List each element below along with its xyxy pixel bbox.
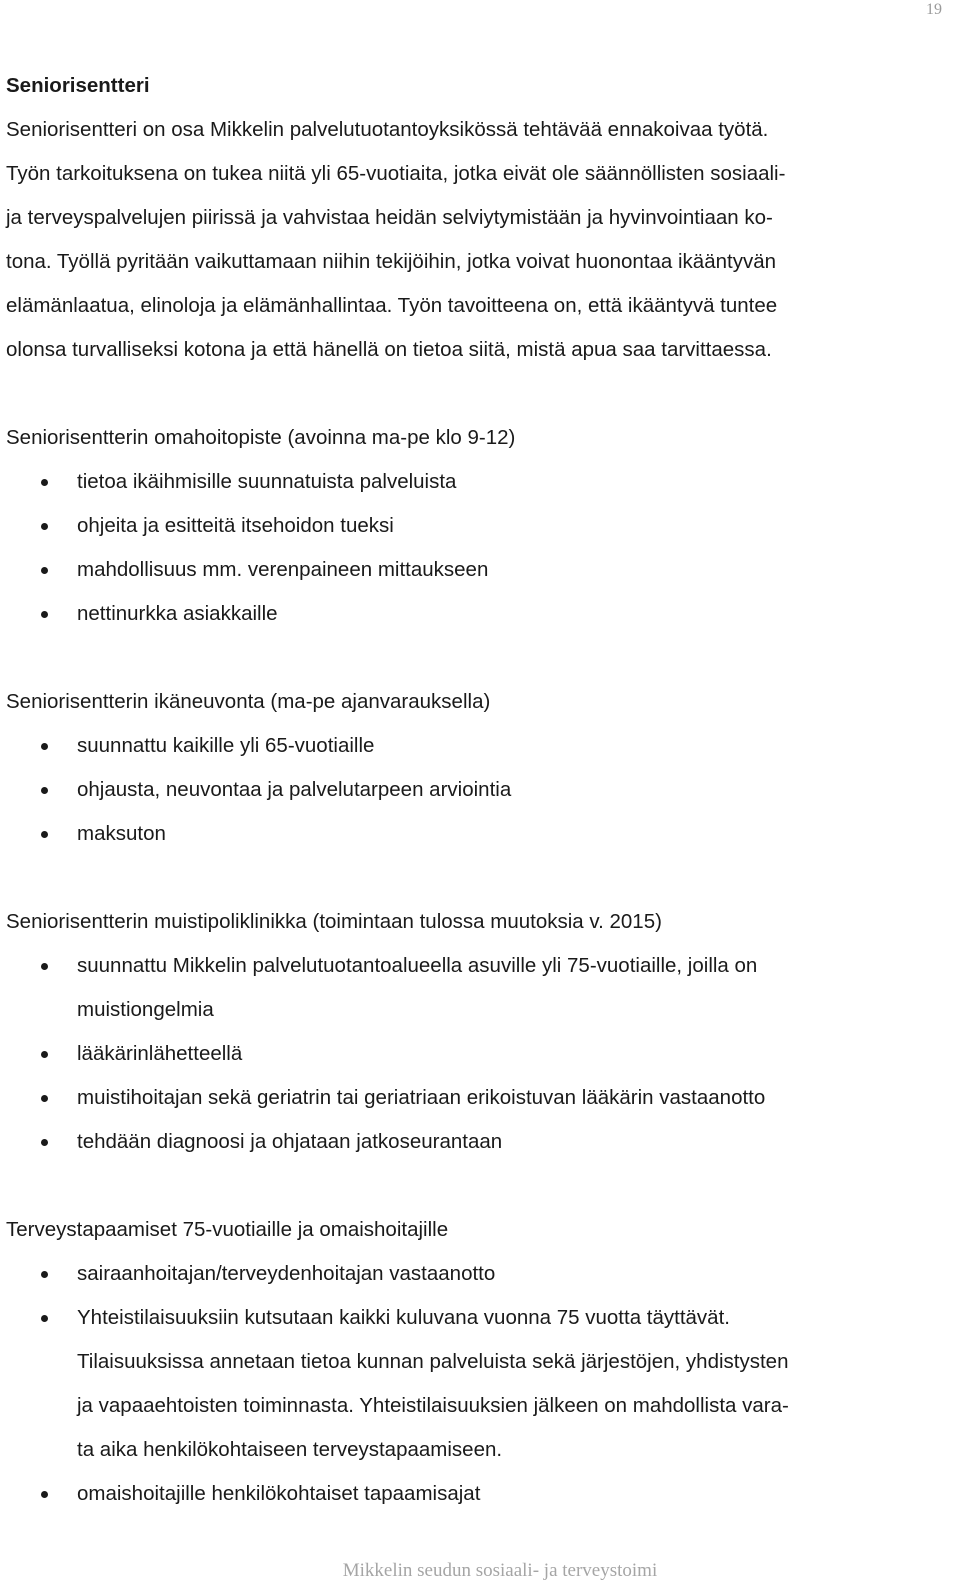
list-item-text: muistihoitajan sekä geriatrin tai geriatriaan erikoistuvan lääkärin vastaanotto [77,1086,766,1109]
list-item [6,944,946,1032]
bullet-icon [41,1271,48,1278]
bullet-icon [41,1139,48,1146]
bullet-icon [41,743,48,750]
section-title: Seniorisentterin ikäneuvonta (ma-pe ajanvarauksella) [6,690,491,713]
list-item [6,1120,946,1164]
list-item-text: suunnattu kaikille yli 65-vuotiaille [77,734,375,757]
list-item [6,504,946,548]
list-item [6,460,946,504]
spacer [6,1164,946,1208]
list-item-text: ohjeita ja esitteitä itsehoidon tueksi [77,514,394,537]
bullet-icon [41,479,48,486]
section [6,680,946,856]
bullet-icon [41,1491,48,1498]
list-item [6,1472,946,1516]
intro-line: Seniorisentteri on osa Mikkelin palvelutuotantoyksikössä tehtävää ennakoivaa työtä. [6,118,769,141]
list-item-text: tietoa ikäihmisille suunnatuista palveluista [77,470,457,493]
list-item-text: omaishoitajille henkilökohtaiset tapaamisajat [77,1482,481,1505]
list-item [6,1032,946,1076]
bullet-list [6,460,946,636]
section-title: Seniorisentterin muistipoliklinikka (toimintaan tulossa muutoksia v. 2015) [6,910,662,933]
list-item [6,548,946,592]
intro-line: ja terveyspalvelujen piirissä ja vahvistaa heidän selviytymistään ja hyvinvointiaan ko- [6,206,773,229]
bullet-icon [41,1315,48,1322]
list-item-text-line: ja vapaaehtoisten toiminnasta. Yhteistilaisuuksien jälkeen on mahdollista vara- [77,1394,789,1417]
bullet-icon [41,567,48,574]
list-item-text: tehdään diagnoosi ja ohjataan jatkoseurantaan [77,1130,503,1153]
list-item-text: lääkärinlähetteellä [77,1042,243,1065]
intro-line: olonsa turvalliseksi kotona ja että hänellä on tietoa siitä, mistä apua saa tarvittaessa. [6,338,772,361]
list-item-text-line: suunnattu Mikkelin palvelutuotantoalueella asuville yli 75-vuotiaille, joilla on [77,954,758,977]
list-item [6,724,946,768]
page-heading: Seniorisentteri [6,74,150,97]
list-item [6,592,946,636]
section [6,900,946,1164]
document-body [6,64,946,1516]
list-item-text: maksuton [77,822,166,845]
bullet-list [6,1252,946,1516]
bullet-icon [41,611,48,618]
list-item [6,1296,946,1472]
section [6,416,946,636]
bullet-icon [41,963,48,970]
list-item [6,1252,946,1296]
bullet-icon [41,1051,48,1058]
intro-line: tona. Työllä pyritään vaikuttamaan niihin tekijöihin, jotka voivat huonontaa ikääntyvän [6,250,776,273]
bullet-icon [41,1095,48,1102]
list-item-text: mahdollisuus mm. verenpaineen mittaukseen [77,558,489,581]
spacer [6,636,946,680]
bullet-list [6,944,946,1164]
section-title: Terveystapaamiset 75-vuotiaille ja omaishoitajille [6,1218,449,1241]
intro-line: Työn tarkoituksena on tukea niitä yli 65-vuotiaita, jotka eivät ole säännöllisten sosiaali- [6,162,786,185]
list-item [6,1076,946,1120]
list-item-text-line: muistiongelmia [77,998,214,1021]
intro-line: elämänlaatua, elinoloja ja elämänhallintaa. Työn tavoitteena on, että ikääntyvä tuntee [6,294,778,317]
list-item-text-line: Tilaisuuksissa annetaan tietoa kunnan palveluista sekä järjestöjen, yhdistysten [77,1350,789,1373]
bullet-icon [41,787,48,794]
page-footer: Mikkelin seudun sosiaali- ja terveystoimi [342,1560,658,1581]
list-item-text: sairaanhoitajan/terveydenhoitajan vastaanotto [77,1262,496,1285]
bullet-icon [41,831,48,838]
bullet-icon [41,523,48,530]
list-item [6,768,946,812]
page-number: 19 [926,1,942,18]
intro-paragraph [6,108,946,372]
section-title: Seniorisentterin omahoitopiste (avoinna ma-pe klo 9-12) [6,426,516,449]
sections-container [6,416,946,1516]
list-item-text: ohjausta, neuvontaa ja palvelutarpeen arviointia [77,778,512,801]
spacer [6,856,946,900]
list-item-text: nettinurkka asiakkaille [77,602,278,625]
list-item-text-line: ta aika henkilökohtaiseen terveystapaamiseen. [77,1438,503,1461]
bullet-list [6,724,946,856]
section [6,1208,946,1516]
list-item [6,812,946,856]
spacer [6,372,946,416]
list-item-text-line: Yhteistilaisuuksiin kutsutaan kaikki kuluvana vuonna 75 vuotta täyttävät. [77,1306,730,1329]
